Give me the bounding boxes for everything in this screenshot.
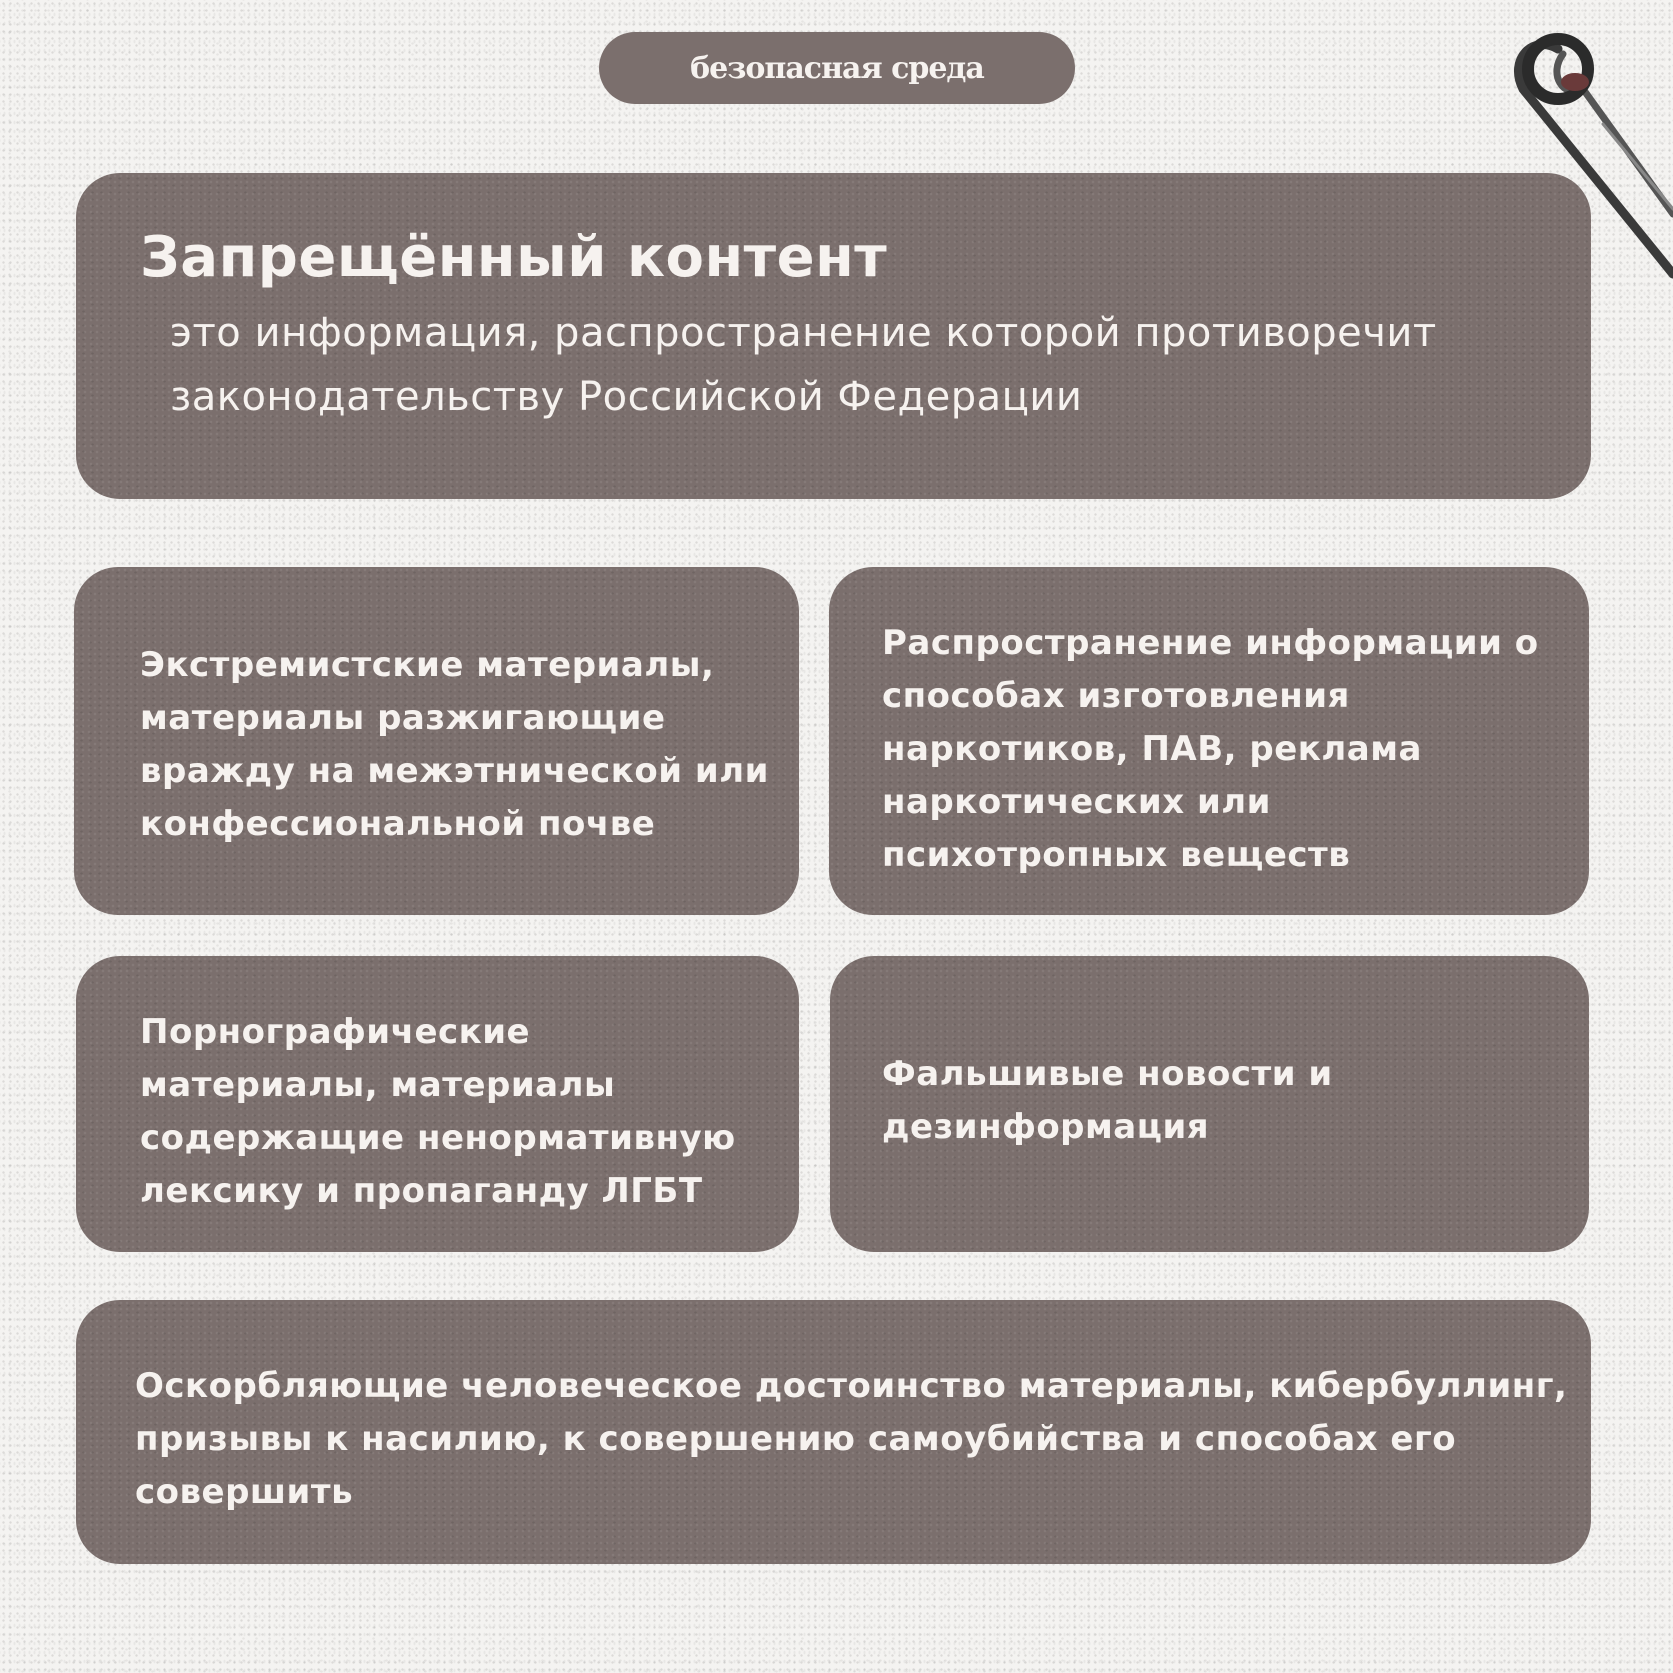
category-text: Экстремистские материалы, материалы разжигающие вражду на межэтнической или конфессиональной почве: [140, 645, 769, 844]
category-text: Фальшивые новости и дезинформация: [882, 1054, 1333, 1147]
category-card-pornography: [76, 956, 799, 1252]
header-badge-label: безопасная среда: [690, 50, 984, 86]
category-card-drugs: [829, 567, 1589, 915]
page-title: Запрещённый контент: [140, 225, 888, 290]
header-badge: [599, 32, 1075, 104]
category-card-extremism: [74, 567, 799, 915]
definition-card: [76, 173, 1591, 499]
category-text: Распространение информации о способах изготовления наркотиков, ПАВ, реклама наркотических или психотропных веществ: [882, 623, 1539, 875]
category-text: Порнографические материалы, материалы содержащие ненормативную лексику и пропаганду ЛГБТ: [140, 1012, 736, 1211]
category-text: Оскорбляющие человеческое достоинство материалы, кибербуллинг, призывы к насилию, к совершению самоубийства и способах его совершить: [135, 1366, 1568, 1512]
category-card-fake-news: [830, 956, 1589, 1252]
definition-text: это информация, распространение которой противоречит законодательству Российской Федерации: [170, 309, 1437, 420]
category-card-cyberbullying: [76, 1300, 1591, 1564]
